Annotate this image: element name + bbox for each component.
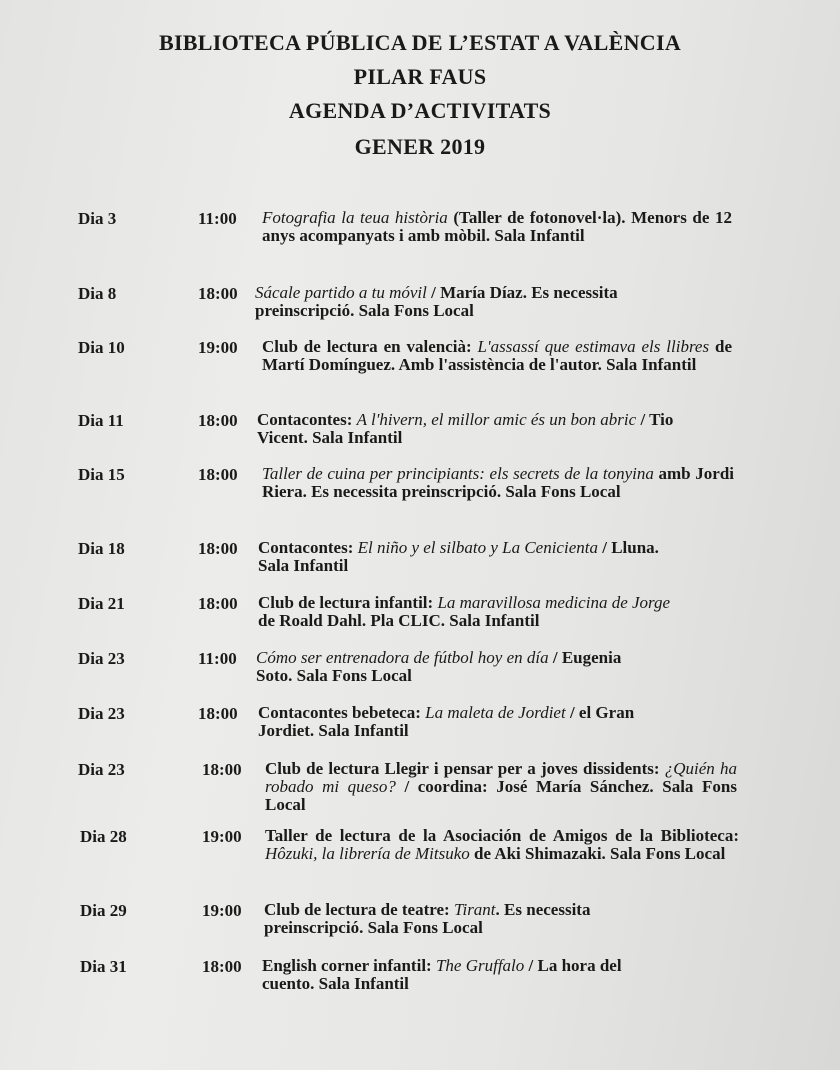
event-day: Dia 23 xyxy=(78,760,125,779)
event-description: Taller de lectura de la Asociación de Amigos de la Biblioteca: Hôzuki, la librería de Mitsuko de Aki Shimazaki. Sala Fons Local xyxy=(265,826,739,863)
event-day: Dia 23 xyxy=(78,649,125,668)
event-description: Contacontes: El niño y el silbato y La Cenicienta / Lluna. Sala Infantil xyxy=(258,538,659,575)
event-description: Club de lectura en valencià: L'assassí que estimava els llibres de Martí Domínguez. Amb l'assistència de l'autor. Sala Infantil xyxy=(262,337,733,374)
event-day: Dia 28 xyxy=(80,827,127,846)
event-day: Dia 29 xyxy=(80,901,127,920)
event-time: 11:00 xyxy=(198,649,237,668)
event-description: Contacontes: A l'hivern, el millor amic és un bon abric / Tio Vicent. Sala Infantil xyxy=(257,410,674,447)
event-description: English corner infantil: The Gruffalo / La hora del cuento. Sala Infantil xyxy=(262,956,622,993)
event-day: Dia 31 xyxy=(80,957,127,976)
event-day: Dia 8 xyxy=(78,284,117,303)
event-time: 18:00 xyxy=(202,760,242,779)
event-description: Taller de cuina per principiants: els secrets de la tonyina amb Jordi Riera. Es necessita preinscripció. Sala Fons Local xyxy=(262,464,734,501)
event-day: Dia 18 xyxy=(78,539,125,558)
event-day: Dia 10 xyxy=(78,338,125,357)
event-description: Club de lectura Llegir i pensar per a joves dissidents: ¿Quién ha robado mi queso? / coordina: José María Sánchez. Sala Fons Local xyxy=(265,759,737,814)
event-description: Sácale partido a tu móvil / María Díaz. Es necessita preinscripció. Sala Fons Local xyxy=(255,283,618,320)
event-time: 18:00 xyxy=(198,539,238,558)
event-time: 18:00 xyxy=(198,465,238,484)
event-time: 18:00 xyxy=(198,411,238,430)
event-description: Cómo ser entrenadora de fútbol hoy en día / Eugenia Soto. Sala Fons Local xyxy=(256,648,622,685)
event-day: Dia 23 xyxy=(78,704,125,723)
event-day: Dia 11 xyxy=(78,411,124,430)
event-description: Club de lectura infantil: La maravillosa medicina de Jorge de Roald Dahl. Pla CLIC. Sala Infantil xyxy=(258,593,671,630)
event-description: Club de lectura de teatre: Tirant. Es necessita preinscripció. Sala Fons Local xyxy=(264,900,591,937)
event-time: 19:00 xyxy=(202,827,242,846)
event-day: Dia 21 xyxy=(78,594,125,613)
event-time: 18:00 xyxy=(198,704,238,723)
header-month: GENER 2019 xyxy=(354,134,486,159)
event-description: Fotografia la teua història (Taller de fotonovel·la). Menors de 12 anys acompanyats i amb mòbil. Sala Infantil xyxy=(262,208,732,245)
event-time: 18:00 xyxy=(198,284,238,303)
event-time: 18:00 xyxy=(202,957,242,976)
event-day: Dia 3 xyxy=(78,209,117,228)
header-title: BIBLIOTECA PÚBLICA DE L’ESTAT A VALÈNCIA xyxy=(158,30,682,55)
header-library-name: PILAR FAUS xyxy=(353,64,487,89)
event-day: Dia 15 xyxy=(78,465,125,484)
event-time: 19:00 xyxy=(198,338,238,357)
event-description: Contacontes bebeteca: La maleta de Jordiet / el Gran Jordiet. Sala Infantil xyxy=(258,703,635,740)
event-time: 18:00 xyxy=(198,594,238,613)
event-time: 19:00 xyxy=(202,901,242,920)
header-agenda: AGENDA D’ACTIVITATS xyxy=(288,98,552,123)
event-time: 11:00 xyxy=(198,209,237,228)
